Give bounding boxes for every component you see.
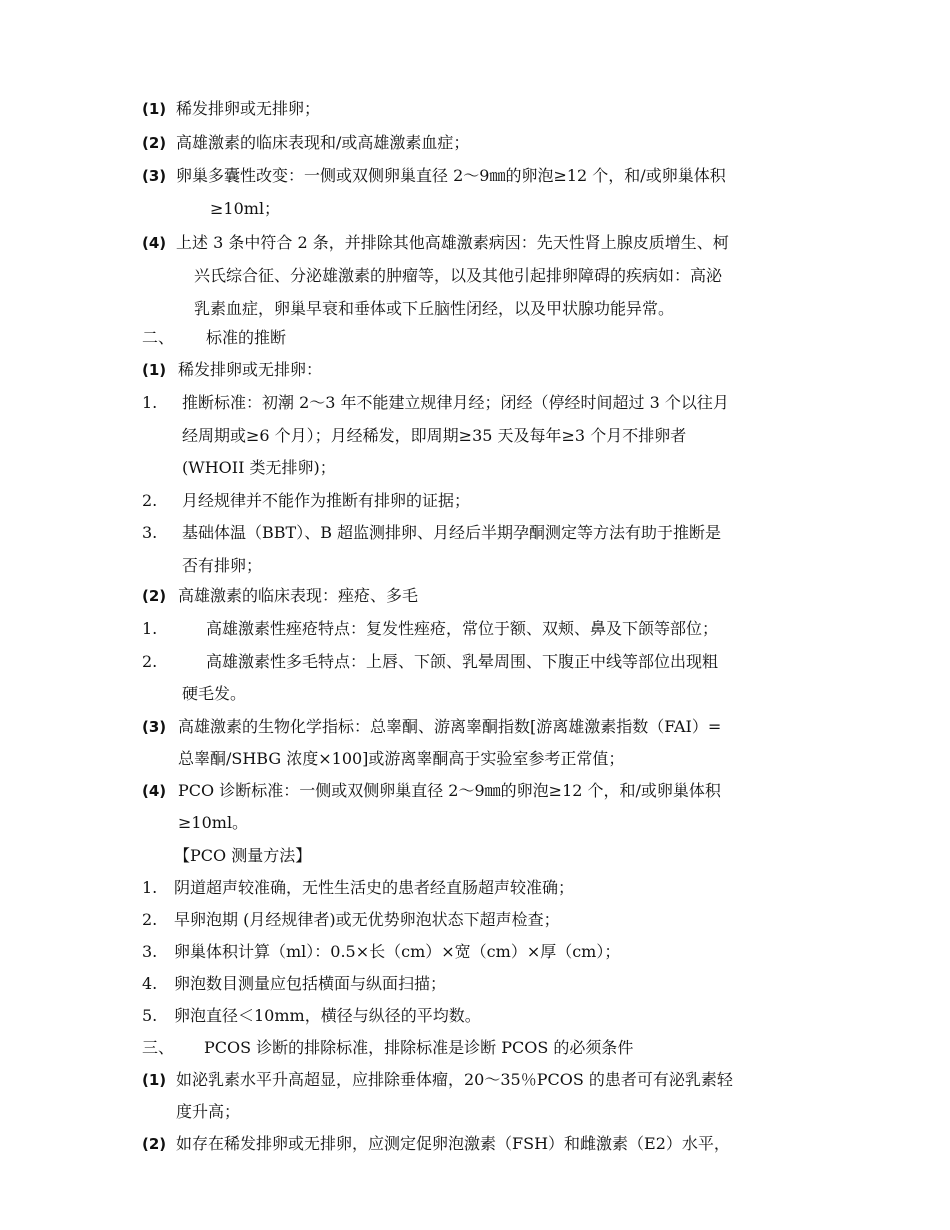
section-number: 三、 (142, 1038, 175, 1057)
pco-method-heading: 【PCO 测量方法】 (174, 846, 312, 865)
item-marker: 2. (142, 491, 158, 510)
sub-item-a1-cont: (WHOII 类无排卵)； (182, 458, 336, 477)
item-text: 早卵泡期 (月经规律者)或无优势卵泡状态下超声检查； (174, 910, 560, 929)
item-marker: 1. (142, 878, 158, 897)
item-text: 高雄激素性多毛特点：上唇、下颌、乳晕周围、下腹正中线等部位出现粗 (206, 652, 719, 671)
item-marker: 5. (142, 1006, 158, 1025)
criteria-item-4 (142, 227, 729, 259)
item-text: 高雄激素的生物化学指标：总睾酮、游离睾酮指数[游离雄激素指数（FAI）= (178, 717, 722, 736)
item-text: 高雄激素的临床表现：痤疮、多毛 (178, 586, 419, 605)
item-text: 高雄激素性痤疮特点：复发性痤疮，常位于额、双颊、鼻及下颌等部位； (206, 619, 719, 638)
item-marker: (2) (142, 587, 167, 605)
item-text: PCO 诊断标准：一侧或双侧卵巢直径 2～9㎜的卵泡≥12 个，和/或卵巢体积 (178, 781, 721, 800)
sub-item-a (142, 354, 322, 386)
section-title: 标准的推断 (206, 328, 287, 347)
item-text: 上述 3 条中符合 2 条，并排除其他高雄激素病因：先天性肾上腺皮质增生、柯 (176, 233, 729, 252)
pco-step-3 (142, 936, 620, 968)
item-text: 稀发排卵或无排卵： (178, 360, 323, 379)
criteria-item-1 (142, 93, 320, 125)
item-marker: (4) (142, 782, 167, 800)
pco-step-1 (142, 872, 574, 904)
criteria-item-4-cont: 乳素血症，卵巢早衰和垂体或下丘脑性闭经，以及甲状腺功能异常。 (194, 299, 675, 318)
item-text: 推断标准：初潮 2～3 年不能建立规律月经；闭经（停经时间超过 3 个以往月 (182, 393, 729, 412)
sub-item-b1 (142, 613, 718, 645)
item-marker: 1. (142, 619, 158, 638)
sub-item-b (142, 580, 418, 612)
sub-item-d-cont: ≥10ml。 (178, 813, 249, 832)
item-marker: (3) (142, 718, 167, 736)
exclusion-item-1 (142, 1064, 733, 1096)
sub-item-b2 (142, 646, 718, 678)
item-text: 阴道超声较准确，无性生活史的患者经直肠超声较准确； (174, 878, 575, 897)
criteria-item-3 (142, 160, 726, 192)
item-text: 稀发排卵或无排卵； (176, 99, 321, 118)
item-marker: (1) (142, 100, 167, 118)
item-marker: (3) (142, 167, 167, 185)
item-text: 月经规律并不能作为推断有排卵的证据； (182, 491, 471, 510)
section-number: 二、 (142, 328, 175, 347)
sub-item-a3-cont: 否有排卵； (182, 556, 263, 575)
item-marker: 4. (142, 974, 158, 993)
item-text: 如存在稀发排卵或无排卵，应测定促卵泡激素（FSH）和雌激素（E2）水平， (176, 1134, 730, 1153)
item-marker: 1. (142, 393, 158, 412)
item-marker: (4) (142, 234, 167, 252)
item-text: 卵泡数目测量应包括横面与纵面扫描； (174, 974, 447, 993)
sub-item-a1 (142, 387, 729, 419)
sub-item-b2-cont: 硬毛发。 (182, 684, 247, 703)
section-heading-2 (142, 322, 286, 354)
criteria-item-4-cont: 兴氏综合征、分泌雄激素的肿瘤等，以及其他引起排卵障碍的疾病如：高泌 (194, 266, 723, 285)
exclusion-item-2 (142, 1128, 730, 1160)
item-text: 卵巢多囊性改变：一侧或双侧卵巢直径 2～9㎜的卵泡≥12 个，和/或卵巢体积 (176, 166, 726, 185)
item-marker: 3. (142, 523, 158, 542)
section-title: PCOS 诊断的排除标准，排除标准是诊断 PCOS 的必须条件 (204, 1038, 634, 1057)
sub-item-c-cont: 总睾酮/SHBG 浓度×100]或游离睾酮高于实验室参考正常值； (178, 749, 625, 768)
criteria-item-2 (142, 127, 469, 159)
item-text: 高雄激素的临床表现和/或高雄激素血症； (176, 133, 470, 152)
pco-step-4 (142, 968, 446, 1000)
item-marker: 3. (142, 942, 158, 961)
item-text: 如泌乳素水平升高超显，应排除垂体瘤，20～35％PCOS 的患者可有泌乳素轻 (176, 1070, 733, 1089)
item-marker: 2. (142, 652, 158, 671)
criteria-item-3-cont: ≥10ml； (210, 199, 281, 218)
sub-item-d (142, 775, 721, 807)
item-marker: (1) (142, 361, 167, 379)
section-heading-3 (142, 1032, 633, 1064)
pco-step-5 (142, 1000, 481, 1032)
pco-step-2 (142, 904, 560, 936)
item-marker: (1) (142, 1071, 167, 1089)
sub-item-a1-cont: 经周期或≥6 个月）；月经稀发，即周期≥35 天及每年≥3 个月不排卵者 (182, 426, 687, 445)
exclusion-item-1-cont: 度升高； (176, 1102, 241, 1121)
item-text: 卵巢体积计算（ml）：0.5×长（cm）×宽（cm）×厚（cm）； (174, 942, 621, 961)
item-marker: (2) (142, 134, 167, 152)
sub-item-a3 (142, 517, 721, 549)
item-marker: 2. (142, 910, 158, 929)
item-marker: (2) (142, 1135, 167, 1153)
sub-item-a2 (142, 485, 470, 517)
item-text: 基础体温（BBT）、B 超监测排卵、月经后半期孕酮测定等方法有助于推断是 (182, 523, 722, 542)
item-text: 卵泡直径＜10mm，横径与纵径的平均数。 (174, 1006, 481, 1025)
sub-item-c (142, 711, 721, 743)
